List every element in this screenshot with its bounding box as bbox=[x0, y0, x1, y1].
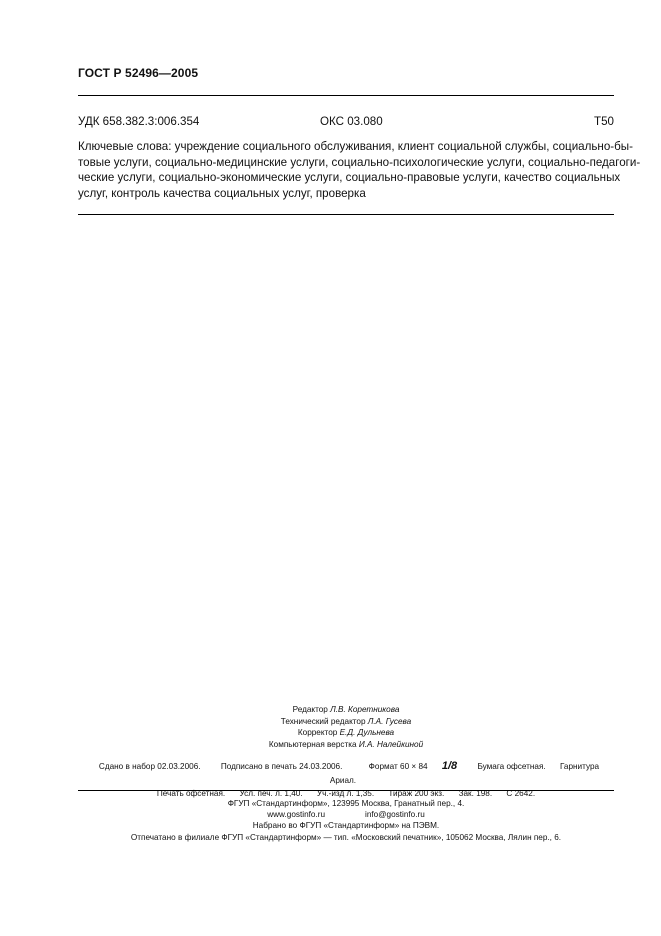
website-link[interactable]: www.gostinfo.ru bbox=[267, 810, 326, 820]
submitted-date: Сдано в набор 02.03.2006. bbox=[98, 762, 201, 771]
format-text: Формат 60 × 84 bbox=[368, 762, 428, 771]
conventional-sheets: Усл. печ. л. 1,40. bbox=[239, 789, 303, 798]
credit-name: Е.Д. Дульнева bbox=[339, 728, 395, 737]
printed-note: Отпечатано в филиале ФГУП «Стандартинформ» — тип. «Московский печатник», 105062 Москва, Лялин пер., 6. bbox=[130, 832, 562, 842]
credit-name: Л.А. Гусева bbox=[367, 716, 412, 726]
print-info-divider bbox=[78, 790, 614, 791]
header-divider bbox=[78, 95, 614, 96]
print-info-block bbox=[78, 760, 614, 801]
credit-name: И.А. Налейкиной bbox=[358, 739, 424, 749]
credit-name: Л.В. Коретникова bbox=[330, 705, 400, 714]
typeface: Гарнитура Ариал. bbox=[329, 762, 600, 785]
oks-code: ОКС 03.080 bbox=[320, 115, 383, 128]
circulation: Тираж 200 экз. bbox=[388, 789, 445, 798]
credit-role: Компьютерная верстка bbox=[268, 739, 359, 749]
credit-tech-editor bbox=[78, 716, 614, 728]
paper-type: Бумага офсетная. bbox=[477, 762, 546, 771]
credit-role: Редактор bbox=[292, 705, 331, 714]
credit-editor bbox=[78, 704, 614, 716]
order-number: Зак. 198. bbox=[458, 789, 493, 798]
print-info-line-1 bbox=[78, 760, 614, 787]
publishing-sheets: Уч.-изд л. 1,35. bbox=[316, 789, 375, 798]
publisher-address: ФГУП «Стандартинформ», 123995 Москва, Гранатный пер., 4. bbox=[227, 799, 465, 808]
keywords-paragraph bbox=[78, 139, 641, 201]
classification-row bbox=[78, 115, 614, 131]
printing-method: Печать офсетная. bbox=[156, 789, 226, 798]
publisher-block bbox=[78, 798, 614, 843]
group-code: Т50 bbox=[594, 115, 614, 128]
udk-code: УДК 658.382.3:006.354 bbox=[78, 115, 200, 128]
format bbox=[363, 762, 463, 771]
signed-date bbox=[215, 762, 349, 771]
signed-text: Подписано в печать 24.03.2006. bbox=[220, 762, 343, 771]
credit-proofreader bbox=[78, 727, 614, 739]
email-link[interactable]: info@gostinfo.ru bbox=[365, 810, 425, 820]
code-number: С 2642. bbox=[506, 789, 536, 798]
publisher-contacts bbox=[78, 809, 614, 820]
keywords-line: товые услуги, социально-медицинские услуги, социально-психологические услуги, социально-педагоги- bbox=[78, 155, 641, 169]
credit-layout bbox=[78, 739, 614, 751]
credits-block bbox=[78, 704, 614, 750]
credit-role: Технический редактор bbox=[280, 716, 368, 726]
keywords-line: услуг, контроль качества социальных услуг, проверка bbox=[78, 186, 366, 200]
typeset-note: Набрано во ФГУП «Стандартинформ» на ПЭВМ. bbox=[252, 821, 440, 831]
keywords-line: ческие услуги, социально-экономические услуги, социально-правовые услуги, качество социальных bbox=[78, 171, 621, 185]
format-fraction: 1/8 bbox=[441, 760, 458, 772]
keywords-divider bbox=[78, 214, 614, 215]
keywords-line: Ключевые слова: учреждение социального обслуживания, клиент социальной службы, социально-бы- bbox=[78, 140, 633, 153]
credit-role: Корректор bbox=[297, 728, 340, 737]
standard-code: ГОСТ Р 52496—2005 bbox=[78, 66, 199, 80]
